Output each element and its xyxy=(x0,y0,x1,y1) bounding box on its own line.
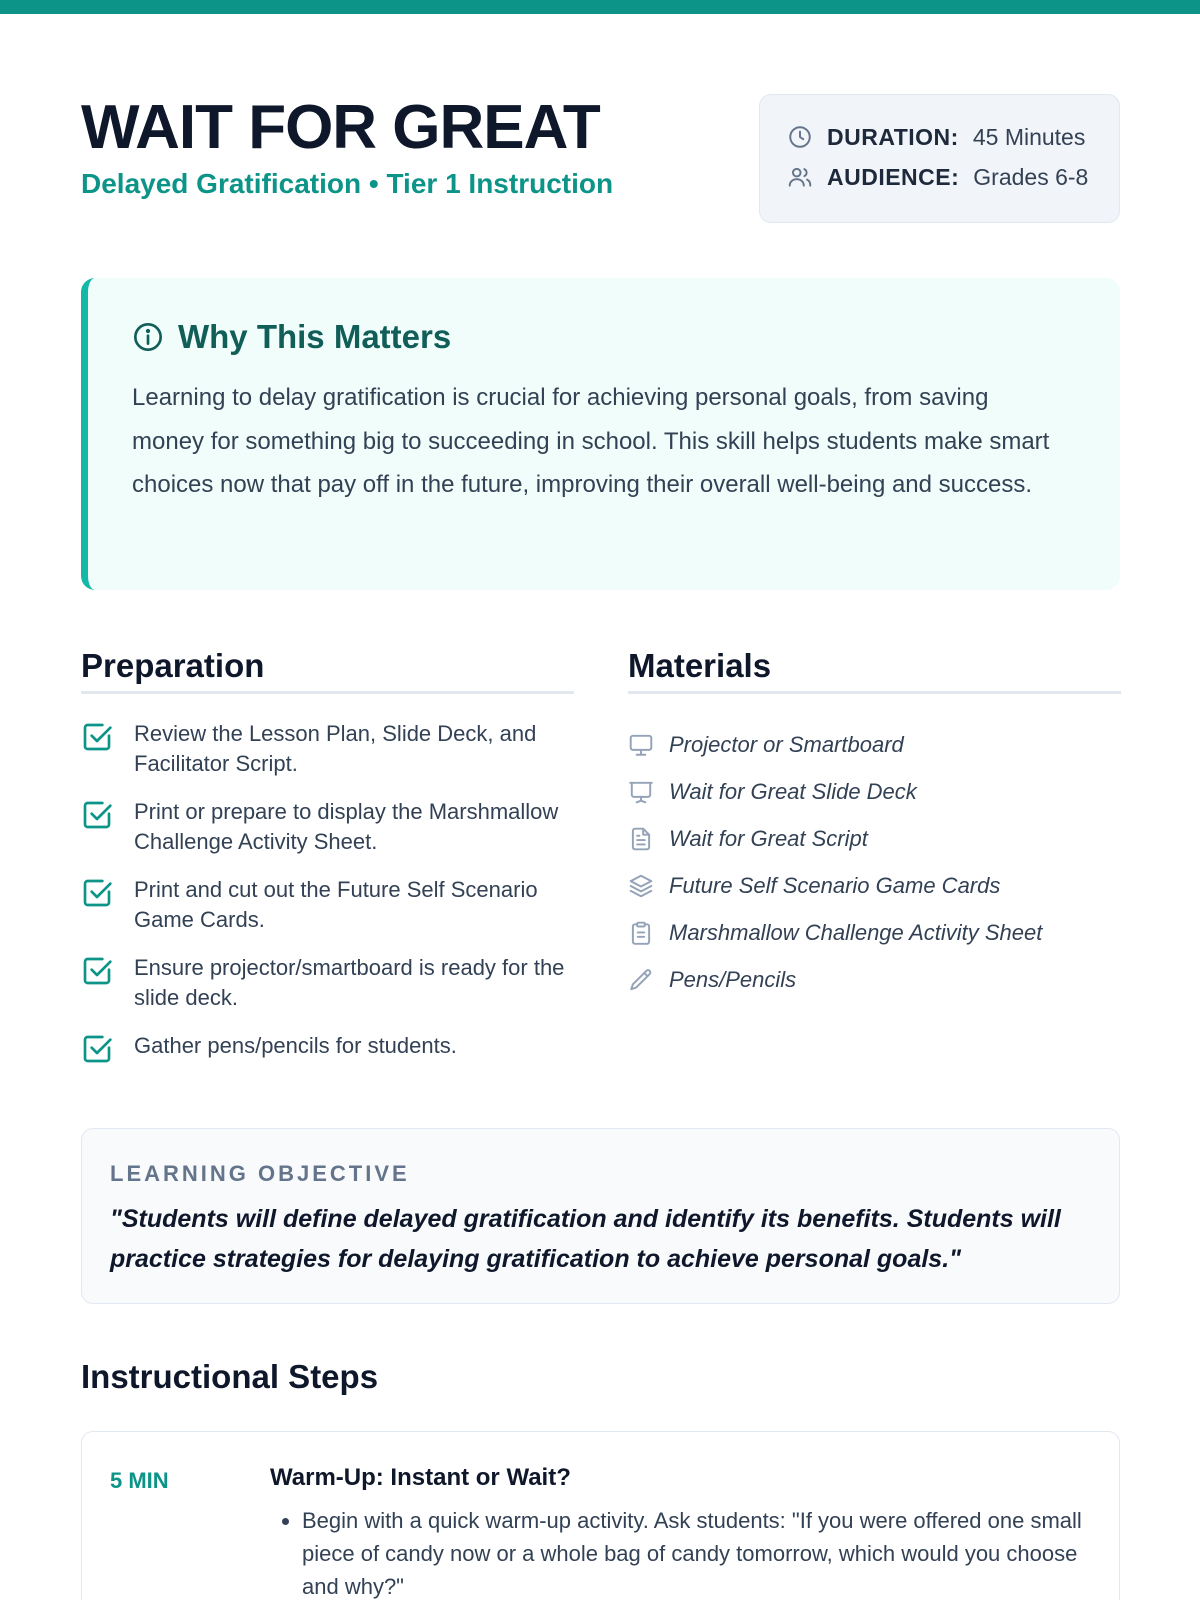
duration-row xyxy=(787,122,1085,152)
material-item xyxy=(628,721,1121,768)
material-item xyxy=(628,815,1121,862)
why-heading xyxy=(132,318,451,356)
page-title: WAIT FOR GREAT xyxy=(81,93,600,162)
step-duration: 5 MIN xyxy=(110,1468,169,1493)
material-label: Future Self Scenario Game Cards xyxy=(669,872,1001,898)
material-label: Projector or Smartboard xyxy=(669,731,904,757)
preparation-item-text: Print or prepare to display the Marshmallow Challenge Activity Sheet. xyxy=(134,799,559,854)
preparation-item-text: Print and cut out the Future Self Scenario Game Cards. xyxy=(134,877,538,932)
audience-row xyxy=(787,162,1088,192)
audience-value: Grades 6-8 xyxy=(973,163,1089,190)
preparation-item-text: Gather pens/pencils for students. xyxy=(134,1033,457,1058)
material-item xyxy=(628,909,1121,956)
checkbox-checked-icon xyxy=(81,799,113,831)
material-label: Pens/Pencils xyxy=(669,966,797,992)
material-label: Wait for Great Slide Deck xyxy=(669,778,917,804)
preparation-item xyxy=(81,953,574,1013)
duration-value: 45 Minutes xyxy=(972,123,1086,150)
preparation-item xyxy=(81,797,574,857)
pencil-icon xyxy=(628,967,654,993)
material-item xyxy=(628,956,1121,1003)
preparation-list xyxy=(81,719,574,1065)
monitor-icon xyxy=(628,732,654,758)
clock-icon xyxy=(787,124,813,150)
why-title: Why This Matters xyxy=(178,318,452,355)
material-label: Wait for Great Script xyxy=(669,825,868,851)
preparation-title: Preparation xyxy=(81,644,574,694)
layers-icon xyxy=(628,873,654,899)
checkbox-checked-icon xyxy=(81,877,113,909)
checkbox-checked-icon xyxy=(81,721,113,753)
learning-objective-box xyxy=(81,1128,1120,1304)
objective-text: "Students will define delayed gratification and identify its benefits. Students will practice strategies for delaying gratification to achieve personal goals." xyxy=(110,1205,1061,1273)
document-icon xyxy=(628,826,654,852)
info-icon xyxy=(132,321,164,353)
material-label: Marshmallow Challenge Activity Sheet xyxy=(669,919,1043,945)
why-text: Learning to delay gratification is crucial for achieving personal goals, from saving money for something big to succeeding in school. This skill helps students make smart choices now that pay off in the future, improving their overall well-being and success. xyxy=(132,384,1050,498)
material-item xyxy=(628,768,1121,815)
step-bullet-list xyxy=(302,1504,1092,1600)
why-this-matters-callout xyxy=(81,278,1120,590)
checkbox-checked-icon xyxy=(81,1033,113,1065)
audience-label: AUDIENCE: xyxy=(827,163,960,190)
step-card xyxy=(81,1431,1120,1600)
material-item xyxy=(628,862,1121,909)
materials-list xyxy=(628,721,1121,1003)
preparation-item xyxy=(81,1031,574,1065)
preparation-item xyxy=(81,719,574,779)
clipboard-icon xyxy=(628,920,654,946)
step-bullet: • Begin with a quick warm-up activity. Ask students: "If you were offered one small piece of candy now or a whole bag of candy tomorrow, which would you choose and why?" xyxy=(302,1504,1092,1600)
materials-section xyxy=(628,644,1121,1003)
preparation-item xyxy=(81,875,574,935)
steps-title: Instructional Steps xyxy=(81,1358,379,1395)
top-accent-bar xyxy=(0,0,1200,14)
preparation-section xyxy=(81,644,574,1083)
preparation-item-text: Ensure projector/smartboard is ready for the slide deck. xyxy=(134,955,565,1010)
duration-label: DURATION: xyxy=(827,123,959,150)
materials-title: Materials xyxy=(628,644,1121,694)
meta-info-box xyxy=(759,94,1120,223)
page-subtitle: Delayed Gratification • Tier 1 Instruction xyxy=(81,168,614,199)
users-icon xyxy=(787,164,813,190)
preparation-item-text: Review the Lesson Plan, Slide Deck, and Facilitator Script. xyxy=(134,721,537,776)
step-title: Warm-Up: Instant or Wait? xyxy=(270,1464,571,1491)
checkbox-checked-icon xyxy=(81,955,113,987)
presentation-icon xyxy=(628,779,654,805)
objective-label: LEARNING OBJECTIVE xyxy=(110,1161,410,1186)
